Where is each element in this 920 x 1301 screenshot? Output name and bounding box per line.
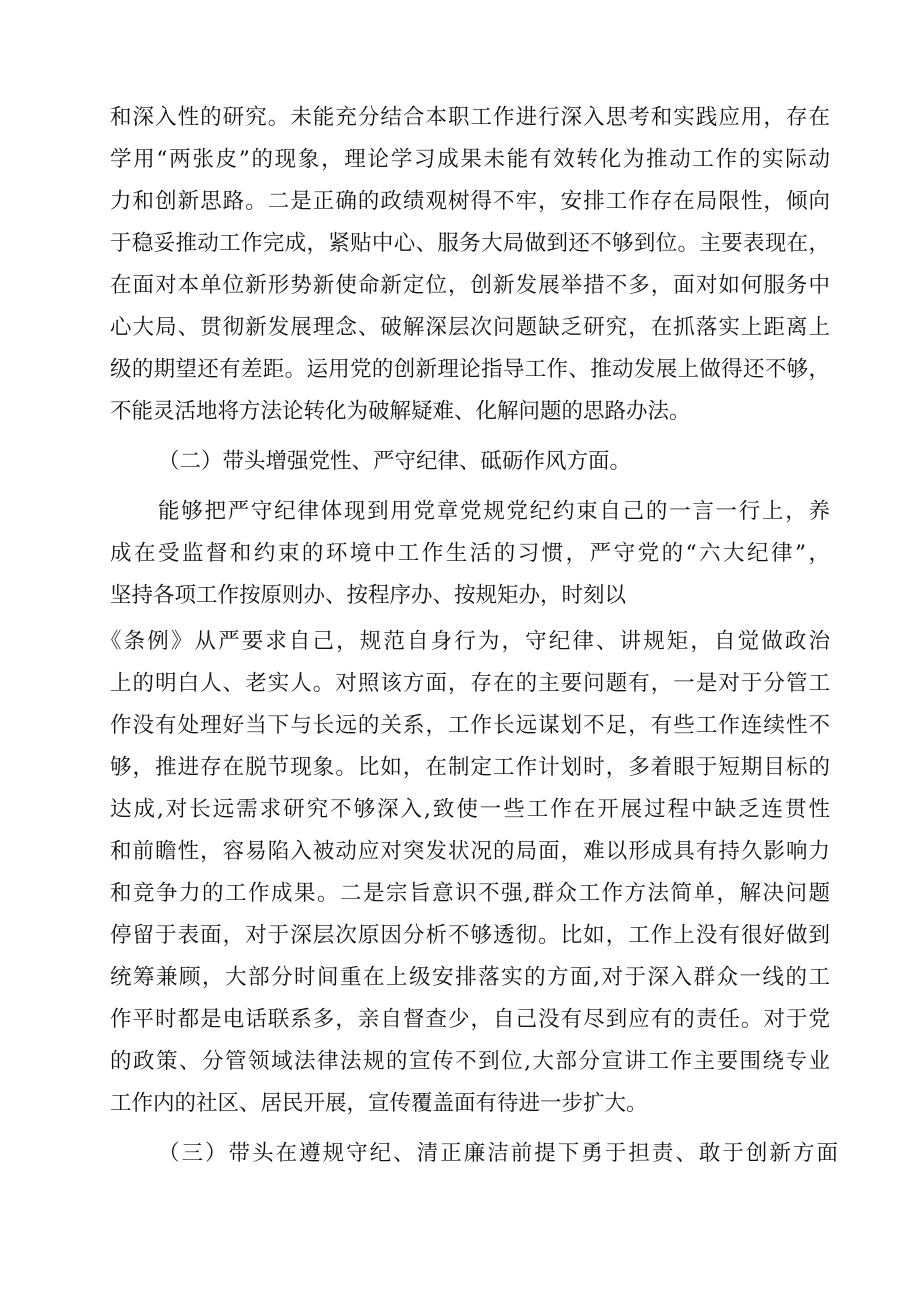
body-text-line: 《条例》从严要求自己，规范自身行为，守纪律、讲规矩，自觉做政治 [100,629,830,654]
body-text-line: 达成,对长远需求研究不够深入,致使一些工作在开展过程中缺乏连贯性 [110,797,830,822]
body-text-line: 于稳妥推动工作完成，紧贴中心、服务大局做到还不够到位。主要表现在， [110,231,830,256]
body-text-line: 工作内的社区、居民开展，宣传覆盖面有待进一步扩大。 [110,1091,648,1116]
body-text-line: 作平时都是电话联系多，亲自督查少，自己没有尽到应有的责任。对于党 [110,1007,830,1032]
body-text-line: 心大局、贯彻新发展理念、破解深层次问题缺乏研究，在抓落实上距离上 [110,315,830,340]
body-text-line: 坚持各项工作按原则办、按程序办、按规矩办，时刻以 [110,583,627,608]
section-heading: （三）带头在遵规守纪、清正廉洁前提下勇于担责、敢于创新方面 [158,1141,838,1166]
body-text-line: 学用“两张皮”的现象，理论学习成果未能有效转化为推动工作的实际动 [110,147,830,172]
body-text-line: 够，推进存在脱节现象。比如，在制定工作计划时，多着眼于短期目标的 [110,755,830,780]
body-text-line: 和竞争力的工作成果。二是宗旨意识不强,群众工作方法简单，解决问题 [110,881,830,906]
body-text-line: 成在受监督和约束的环境中工作生活的习惯，严守党的“六大纪律”， [110,541,830,566]
body-text-line: 上的明白人、老实人。对照该方面，存在的主要问题有，一是对于分管工 [110,671,830,696]
body-text-line: 在面对本单位新形势新使命新定位，创新发展举措不多，面对如何服务中 [110,273,830,298]
body-text-line: 停留于表面，对于深层次原因分析不够透彻。比如，工作上没有很好做到 [110,923,830,948]
body-text-line: 和深入性的研究。未能充分结合本职工作进行深入思考和实践应用，存在 [110,105,830,130]
body-text-line: 作没有处理好当下与长远的关系，工作长远谋划不足，有些工作连续性不 [110,713,830,738]
body-text-line: 力和创新思路。二是正确的政绩观树得不牢，安排工作存在局限性，倾向 [110,189,830,214]
body-text-line: 的政策、分管领域法律法规的宣传不到位,大部分宣讲工作主要围绕专业 [110,1049,830,1074]
body-text-line: 不能灵活地将方法论转化为破解疑难、化解问题的思路办法。 [110,399,691,424]
body-text-line: 统筹兼顾，大部分时间重在上级安排落实的方面,对于深入群众一线的工 [110,965,830,990]
body-text-line: 和前瞻性，容易陷入被动应对突发状况的局面，难以形成具有持久影响力 [110,839,830,864]
body-text-line: 级的期望还有差距。运用党的创新理论指导工作、推动发展上做得还不够， [110,357,830,382]
section-heading: （二）带头增强党性、严守纪律、砥砺作风方面。 [158,449,632,474]
body-text-line: 能够把严守纪律体现到用党章党规党纪约束自己的一言一行上，养 [158,499,830,524]
